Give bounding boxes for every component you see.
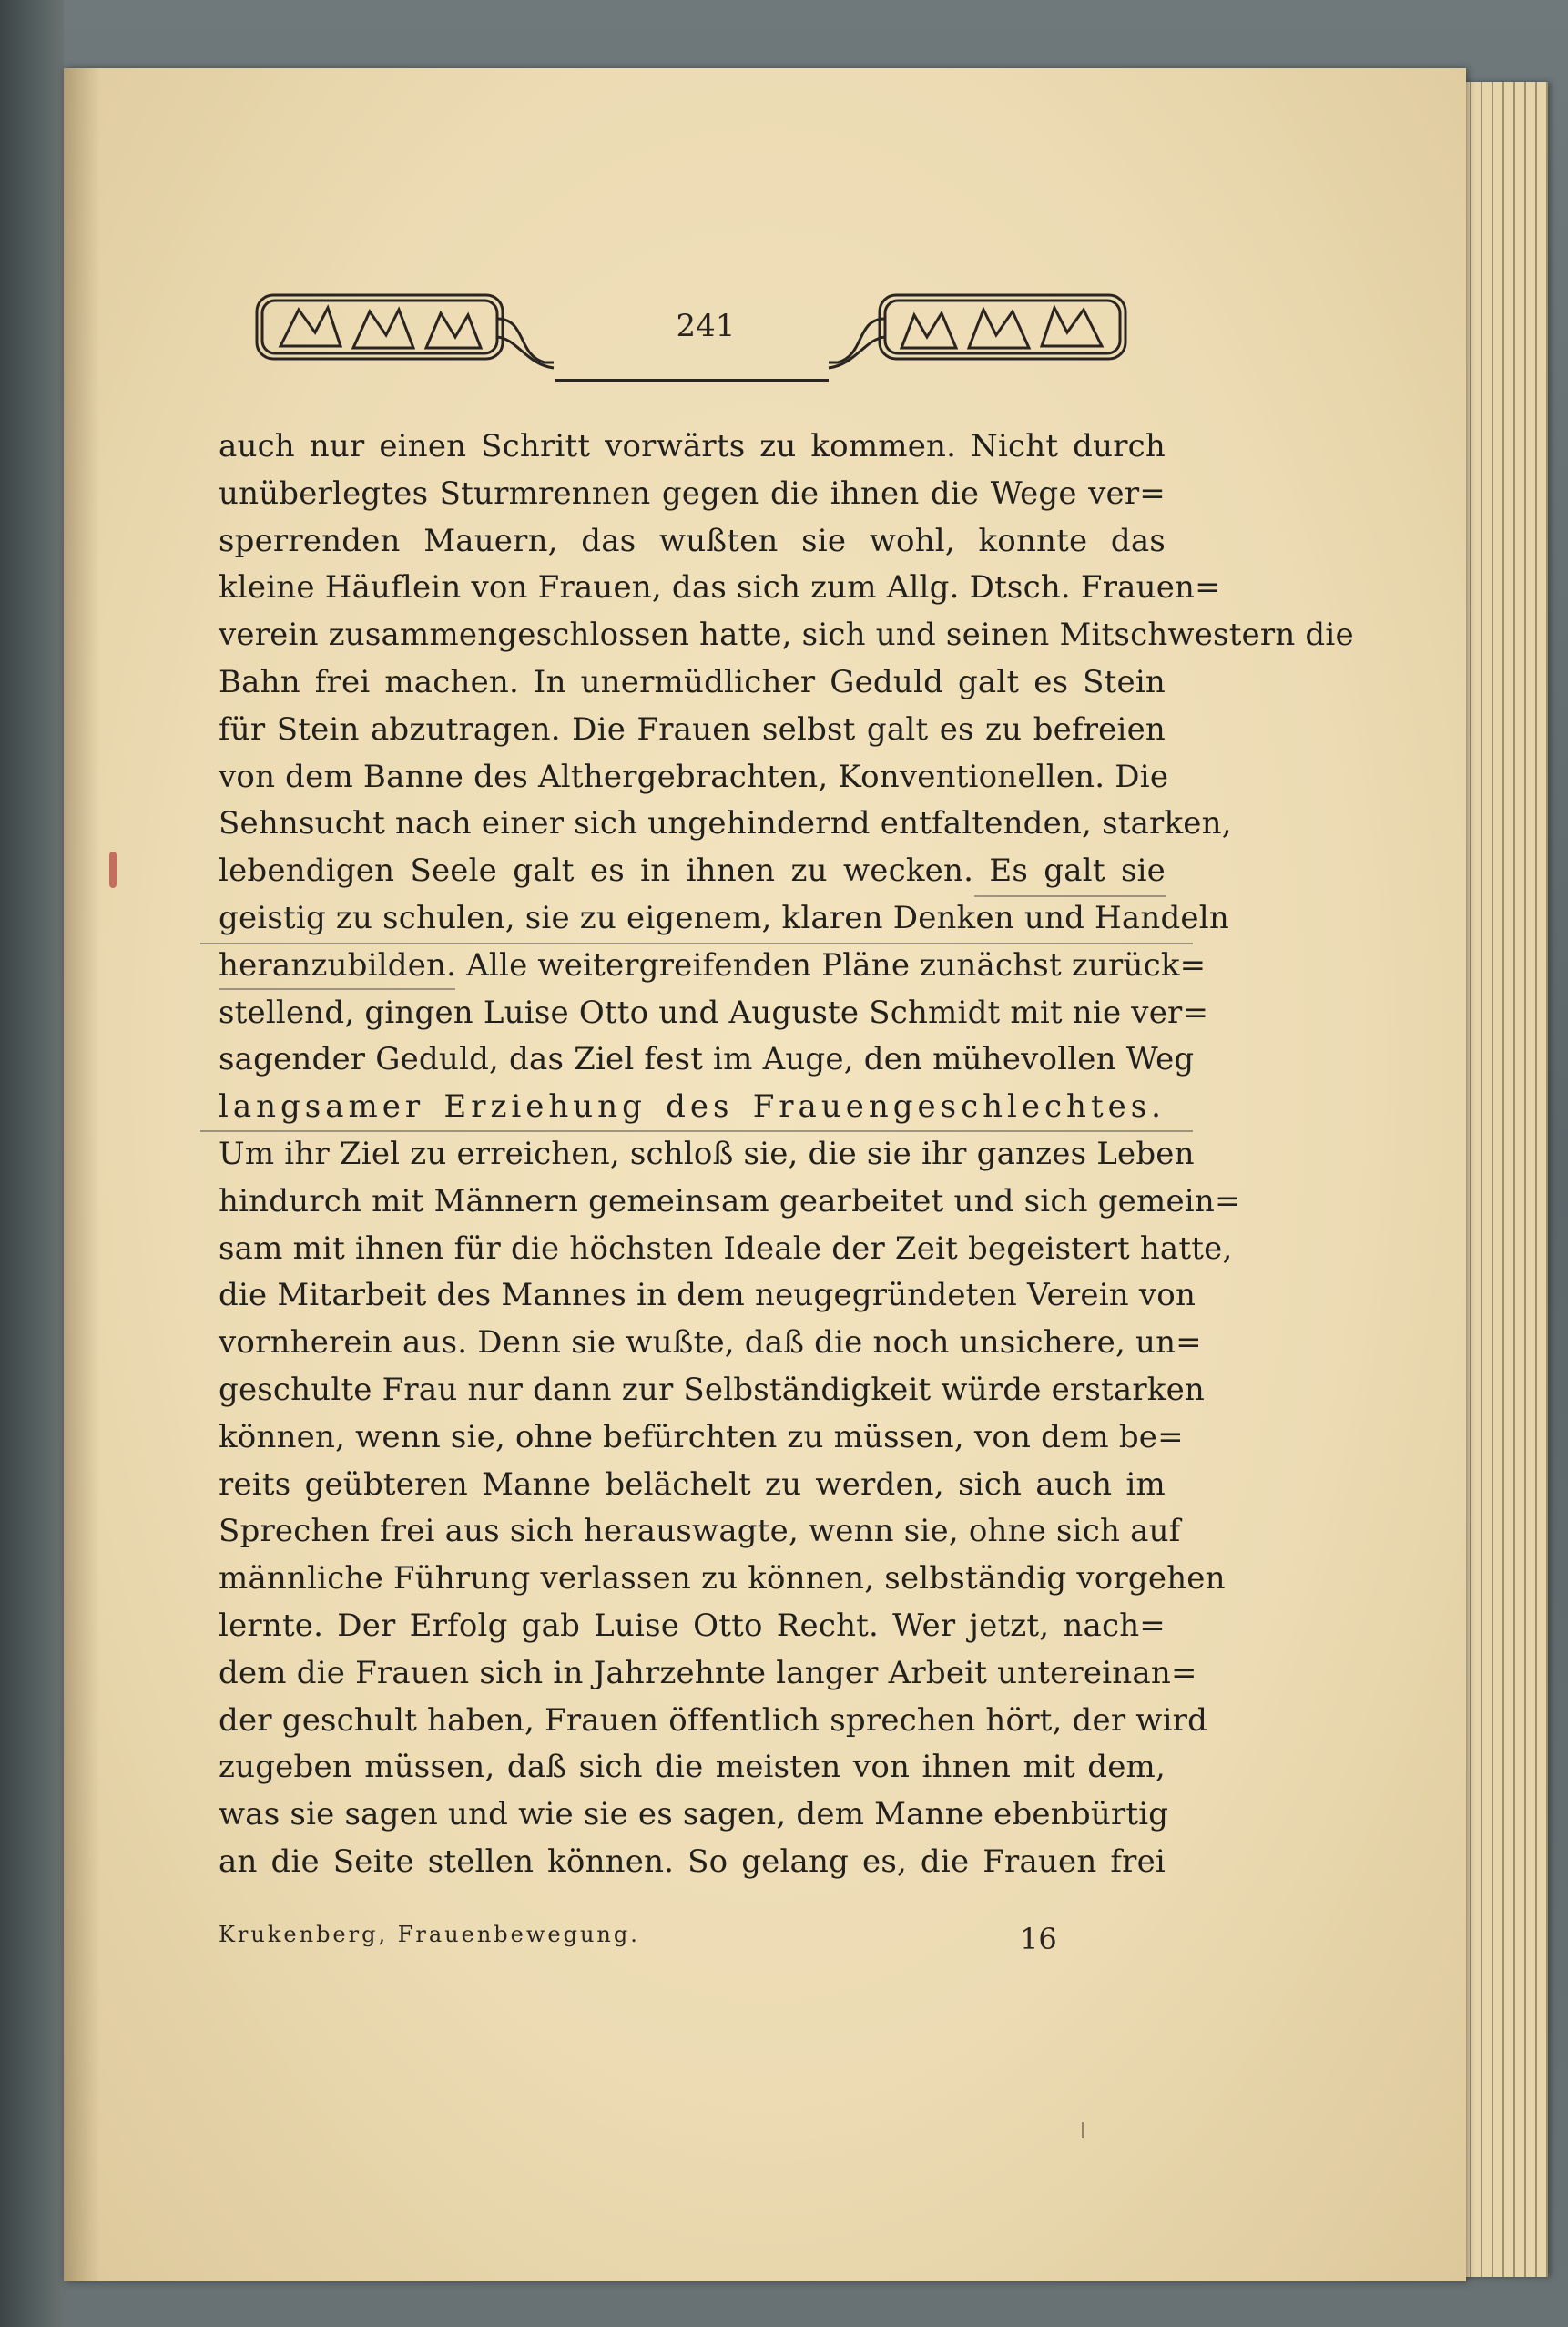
text-line: sagender Geduld, das Ziel fest im Auge, den mühevollen Weg <box>219 1041 1195 1078</box>
pencil-underline <box>200 1130 1193 1132</box>
book-cover-left <box>0 0 64 2327</box>
text-line: hindurch mit Männern gemeinsam gearbeitet und sich gemein= <box>219 1182 1241 1220</box>
text-line: Bahn frei machen. In unermüdlicher Geduld galt es Stein <box>219 663 1166 700</box>
text-line: der geschult haben, Frauen öffentlich sprechen hört, der wird <box>219 1701 1208 1739</box>
ivy-ornament-left-icon <box>253 282 554 373</box>
text-line: für Stein abzutragen. Die Frauen selbst galt es zu befreien <box>219 710 1166 748</box>
text-line: kleine Häuflein von Frauen, das sich zum Allg. Dtsch. Frauen= <box>219 569 1221 607</box>
text-line: an die Seite stellen können. So gelang es, die Frauen frei <box>219 1842 1166 1880</box>
text-line: vornherein aus. Denn sie wußte, daß die noch unsichere, un= <box>219 1324 1202 1362</box>
text-line: Um ihr Ziel zu erreichen, schloß sie, die sie ihr ganzes Leben <box>219 1135 1195 1172</box>
text-line: heranzubilden. Alle weitergreifenden Pläne zunächst zurück= <box>219 946 1207 984</box>
text-line: was sie sagen und wie sie es sagen, dem Manne ebenbürtig <box>219 1796 1169 1833</box>
page-header <box>191 228 1193 410</box>
text-line: langsamer Erziehung des Frauengeschlechtes. <box>219 1088 1166 1126</box>
pencil-underline <box>219 988 455 990</box>
text-line: die Mitarbeit des Mannes in dem neugegründeten Verein von <box>219 1277 1196 1314</box>
text-line: lernte. Der Erfolg gab Luise Otto Recht. Wer jetzt, nach= <box>219 1607 1166 1644</box>
page-footer <box>219 1922 1093 1967</box>
signature-line: Krukenberg, Frauenbewegung. <box>219 1922 640 1947</box>
text-line: zugeben müssen, daß sich die meisten von ihnen mit dem, <box>219 1749 1166 1786</box>
text-line: reits geübteren Manne belächelt zu werden, sich auch im <box>219 1465 1166 1503</box>
gutter-shadow <box>64 68 100 2281</box>
text-line: männliche Führung verlassen zu können, selbständig vorgehen <box>219 1560 1226 1597</box>
sheet-number: 16 <box>1020 1922 1057 1956</box>
text-line: lebendigen Seele galt es in ihnen zu wecken. Es galt sie <box>219 852 1166 890</box>
text-line: können, wenn sie, ohne befürchten zu müssen, von dem be= <box>219 1418 1184 1455</box>
text-line: stellend, gingen Luise Otto und Auguste Schmidt mit nie ver= <box>219 994 1209 1031</box>
foxing-mark <box>109 852 117 888</box>
pencil-underline <box>200 943 1193 944</box>
text-line: unüberlegtes Sturmrennen gegen die ihnen die Wege ver= <box>219 475 1166 512</box>
text-line: sperrenden Mauern, das wußten sie wohl, konnte das <box>219 522 1166 559</box>
page-number: 241 <box>676 308 736 344</box>
pencil-underline <box>974 895 1166 897</box>
text-line: verein zusammengeschlossen hatte, sich und seinen Mitschwestern die <box>219 617 1354 654</box>
pencil-mark <box>1082 2122 1084 2138</box>
text-line: geistig zu schulen, sie zu eigenem, klaren Denken und Handeln <box>219 899 1229 936</box>
text-line: geschulte Frau nur dann zur Selbständigkeit würde erstarken <box>219 1371 1205 1408</box>
body-text <box>219 424 1354 1886</box>
text-line: dem die Frauen sich in Jahrzehnte langer Arbeit untereinan= <box>219 1654 1197 1691</box>
text-line: Sprechen frei aus sich herauswagte, wenn sie, ohne sich auf <box>219 1513 1181 1550</box>
text-line: Sehnsucht nach einer sich ungehindernd entfaltenden, starken, <box>219 805 1232 842</box>
text-line: auch nur einen Schritt vorwärts zu kommen. Nicht durch <box>219 428 1166 464</box>
header-rule <box>555 379 829 382</box>
text-line: sam mit ihnen für die höchsten Ideale der Zeit begeistert hatte, <box>219 1230 1233 1267</box>
text-line: von dem Banne des Althergebrachten, Konventionellen. Die <box>219 758 1169 795</box>
ivy-ornament-right-icon <box>829 282 1129 373</box>
